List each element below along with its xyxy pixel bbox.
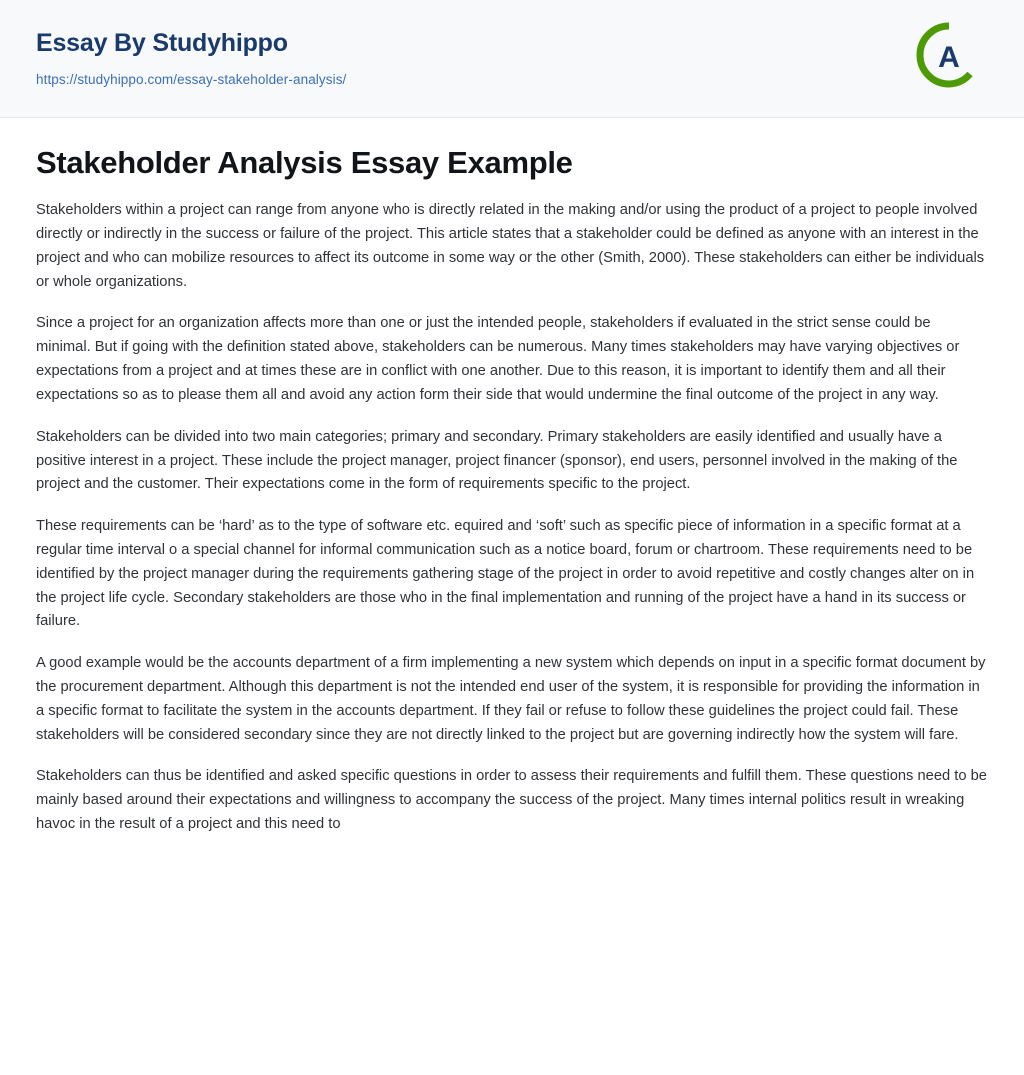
source-url-link[interactable]: https://studyhippo.com/essay-stakeholder-analysis/ — [36, 72, 347, 87]
article-paragraph: Stakeholders within a project can range from anyone who is directly related in the making and/or using the product of a project to people involved directly or indirectly in the success or failure of the project. This article states that a stakeholder could be defined as anyone with an interest in the project and who can mobilize resources to affect its outcome in some way or the other (Smith, 2000). These stakeholders can either be individuals or whole organizations. — [36, 202, 985, 290]
svg-text:A: A — [938, 41, 960, 74]
studyhippo-logo-icon — [914, 20, 984, 90]
article-body — [0, 118, 1024, 877]
site-title: Essay By Studyhippo — [36, 29, 288, 57]
article-paragraph: Since a project for an organization affects more than one or just the intended people, stakeholders if evaluated in the strict sense could be minimal. But if going with the definition stated above, stakeholders can be numerous. Many times stakeholders may have varying objectives or expectations from a project and at times these are in conflict with one another. Due to this reason, it is important to identify them and all their expectations so as to please them all and avoid any action form their side that would undermine the final outcome of the project in any way. — [36, 315, 960, 403]
article-paragraph: Stakeholders can thus be identified and asked specific questions in order to assess their requirements and fulfill them. These questions need to be mainly based around their expectations and willingness to accompany the success of the project. Many times internal politics result in wreaking havoc in the result of a project and this need to — [36, 768, 987, 833]
page-title: Stakeholder Analysis Essay Example — [36, 145, 573, 180]
article-paragraph: These requirements can be ‘hard’ as to the type of software etc. equired and ‘soft’ such as specific piece of information in a specific format at a regular time interval o a special channel for informal communication such as a notice board, forum or chartroom. These requirements need to be identified by the project manager during the requirements gathering stage of the project in order to avoid repetitive and costly changes alter on in the project life cycle. Secondary stakeholders are those who in the final implementation and running of the project have a hand in its success or failure. — [36, 518, 975, 630]
article-paragraph: Stakeholders can be divided into two main categories; primary and secondary. Primary stakeholders are easily identified and usually have a positive interest in a project. These include the project manager, project financer (sponsor), end users, personnel involved in the making of the project and the customer. Their expectations come in the form of requirements specific to the project. — [36, 428, 958, 493]
page-header — [0, 0, 1024, 118]
article-paragraph: A good example would be the accounts department of a firm implementing a new system which depends on input in a specific format document by the procurement department. Although this department is not the intended end user of the system, it is responsible for providing the information in a specific format to facilitate the system in the accounts department. If they fail or refuse to follow these guidelines the project could fail. These stakeholders will be considered secondary since they are not directly linked to the project but are governing indirectly how the system will fare. — [36, 655, 986, 743]
